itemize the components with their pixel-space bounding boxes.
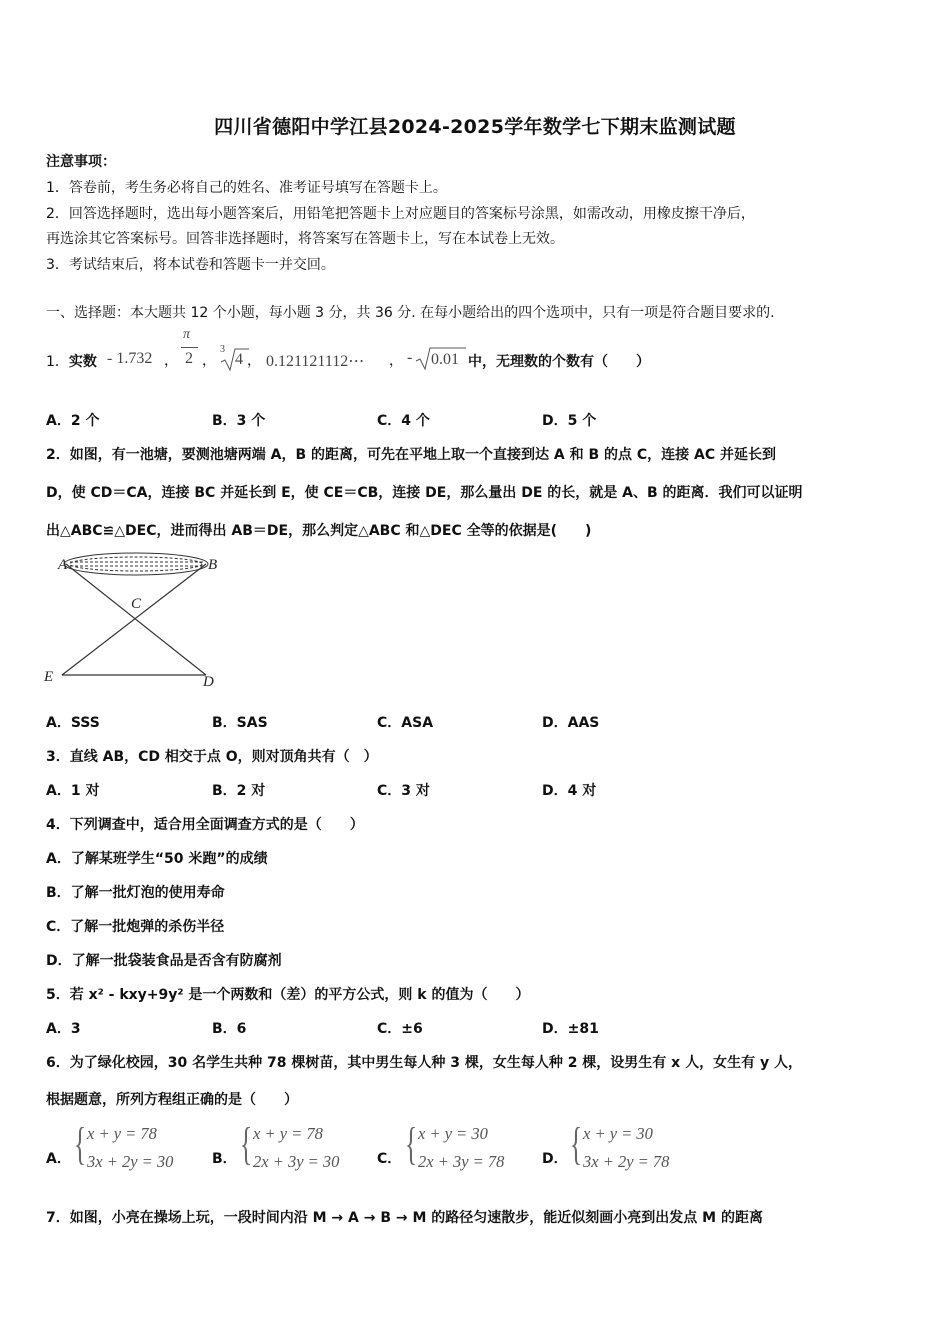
q1-negative-sign: - xyxy=(407,349,413,366)
q1-pi: π xyxy=(183,327,191,342)
q6-option-d-label: D． xyxy=(542,1151,568,1167)
q1-option-b[interactable]: B．3 个 xyxy=(212,413,266,429)
q5-option-d[interactable]: D．±81 xyxy=(542,1021,599,1037)
q1-stem xyxy=(46,351,97,371)
q5-stem: 5．若 x² - kxy+9y² 是一个两数和（差）的平方公式，则 k 的值为（ ） xyxy=(46,987,530,1003)
notice-item-2: 2．回答选择题时，选出每小题答案后，用铅笔把答题卡上对应题目的答案标号涂黑，如需改动，用橡皮擦干净后， xyxy=(46,206,755,222)
q1-comma-3: ， xyxy=(247,353,261,369)
q1-lead: 实数 xyxy=(68,354,97,370)
q6-option-b-label: B． xyxy=(212,1151,237,1167)
q6-option-c-label: C． xyxy=(377,1151,402,1167)
q4-option-c[interactable]: C．了解一批炮弹的杀伤半径 xyxy=(46,919,225,935)
notice-heading: 注意事项： xyxy=(46,154,116,170)
q2-option-d[interactable]: D．AAS xyxy=(542,715,600,731)
q6-option-b-eq2: 2x + 3y = 30 xyxy=(253,1152,340,1171)
q1-number: 1． xyxy=(46,354,69,370)
q6-option-d-brace: { xyxy=(570,1118,583,1169)
q4-option-d[interactable]: D．了解一批袋装食品是否含有防腐剂 xyxy=(46,953,282,969)
q6-option-c-eq2: 2x + 3y = 78 xyxy=(418,1152,505,1171)
q2-figure-label-e: E xyxy=(44,669,54,685)
q4-option-a[interactable]: A．了解某班学生“50 米跑”的成绩 xyxy=(46,851,268,867)
q1-comma-1: ， xyxy=(164,353,178,369)
q6-option-d-eq1: x + y = 30 xyxy=(583,1124,653,1143)
q2-option-b[interactable]: B．SAS xyxy=(212,715,268,731)
q1-denominator: 2 xyxy=(185,350,193,367)
q3-option-d[interactable]: D．4 对 xyxy=(542,783,597,799)
q1-comma-2: ， xyxy=(202,353,216,369)
q1-comma-4: ， xyxy=(389,353,403,369)
q4-stem: 4．下列调查中，适合用全面调查方式的是（ ） xyxy=(46,817,364,833)
q2-figure-label-b: B xyxy=(208,557,218,573)
q6-stem-line-1: 6．为了绿化校园，30 名学生共种 78 棵树苗，其中男生每人种 3 棵，女生每人种 2 棵，设男生有 x 人，女生有 y 人， xyxy=(46,1055,802,1071)
notice-item-3: 3．考试结束后，将本试卷和答题卡一并交回。 xyxy=(46,257,335,273)
q1-option-c[interactable]: C．4 个 xyxy=(377,413,430,429)
q1-value-decimal: - 1.732 xyxy=(107,350,153,367)
q1-tail: 中，无理数的个数有（ ） xyxy=(468,354,650,370)
q2-figure-label-c: C xyxy=(131,596,142,612)
exam-title: 四川省德阳中学江县2024-2025学年数学七下期末监测试题 xyxy=(214,116,736,138)
q2-option-a[interactable]: A．SSS xyxy=(46,715,100,731)
q1-cube-radicand: 4 xyxy=(235,351,243,368)
q5-option-a[interactable]: A．3 xyxy=(46,1021,81,1037)
q6-option-a-eq2: 3x + 2y = 30 xyxy=(87,1152,174,1171)
q6-option-a-eq1: x + y = 78 xyxy=(87,1124,157,1143)
q4-option-b[interactable]: B．了解一批灯泡的使用寿命 xyxy=(46,885,225,901)
q1-option-d[interactable]: D．5 个 xyxy=(542,413,597,429)
q6-option-d-eq2: 3x + 2y = 78 xyxy=(583,1152,670,1171)
notice-item-2-cont: 再选涂其它答案标号。回答非选择题时，将答案写在答题卡上，写在本试卷上无效。 xyxy=(46,231,564,247)
section-one-heading: 一、选择题：本大题共 12 个小题，每小题 3 分，共 36 分. 在每小题给出的四个选项中，只有一项是符合题目要求的. xyxy=(46,305,775,321)
q2-figure-label-d: D xyxy=(203,674,214,690)
q2-option-c[interactable]: C．ASA xyxy=(377,715,434,731)
q3-option-c[interactable]: C．3 对 xyxy=(377,783,430,799)
q6-option-c-brace: { xyxy=(405,1118,418,1169)
q6-option-a-brace: { xyxy=(74,1118,87,1169)
q7-stem-line-1: 7．如图，小亮在操场上玩，一段时间内沿 M → A → B → M 的路径匀速散步，能近似刻画小亮到出发点 M 的距离 xyxy=(46,1210,763,1226)
q5-option-c[interactable]: C．±6 xyxy=(377,1021,423,1037)
q2-stem-line-1: 2．如图，有一池塘，要测池塘两端 A，B 的距离，可先在平地上取一个直接到达 A 和 B 的点 C，连接 AC 并延长到 xyxy=(46,447,777,463)
q1-value-repeating: 0.121121112⋯ xyxy=(266,353,365,370)
q1-fraction-bar xyxy=(181,347,198,348)
q6-option-c-eq1: x + y = 30 xyxy=(418,1124,488,1143)
q2-figure-label-a: A xyxy=(58,557,68,573)
q2-stem-line-3: 出△ABC≌△DEC，进而得出 AB＝DE，那么判定△ABC 和△DEC 全等的依据是( ) xyxy=(46,523,592,539)
q3-stem: 3．直线 AB，CD 相交于点 O，则对顶角共有（ ） xyxy=(46,749,378,765)
q1-square-radicand: 0.01 xyxy=(431,351,459,368)
q6-stem-line-2: 根据题意，所列方程组正确的是（ ） xyxy=(46,1092,298,1108)
q3-option-b[interactable]: B．2 对 xyxy=(212,783,266,799)
q6-option-a-label: A． xyxy=(46,1151,71,1167)
q6-option-b-brace: { xyxy=(240,1118,253,1169)
q5-option-b[interactable]: B．6 xyxy=(212,1021,247,1037)
q6-option-b-eq1: x + y = 78 xyxy=(253,1124,323,1143)
notice-item-1: 1．答卷前，考生务必将自己的姓名、准考证号填写在答题卡上。 xyxy=(46,180,447,196)
q2-stem-line-2: D，使 CD＝CA，连接 BC 并延长到 E，使 CE＝CB，连接 DE，那么量出 DE 的长，就是 A、B 的距离．我们可以证明 xyxy=(46,485,803,501)
q1-cube-root-index: 3 xyxy=(220,344,225,355)
q1-option-a[interactable]: A．2 个 xyxy=(46,413,100,429)
q3-option-a[interactable]: A．1 对 xyxy=(46,783,100,799)
q2-pond-figure xyxy=(40,545,230,695)
